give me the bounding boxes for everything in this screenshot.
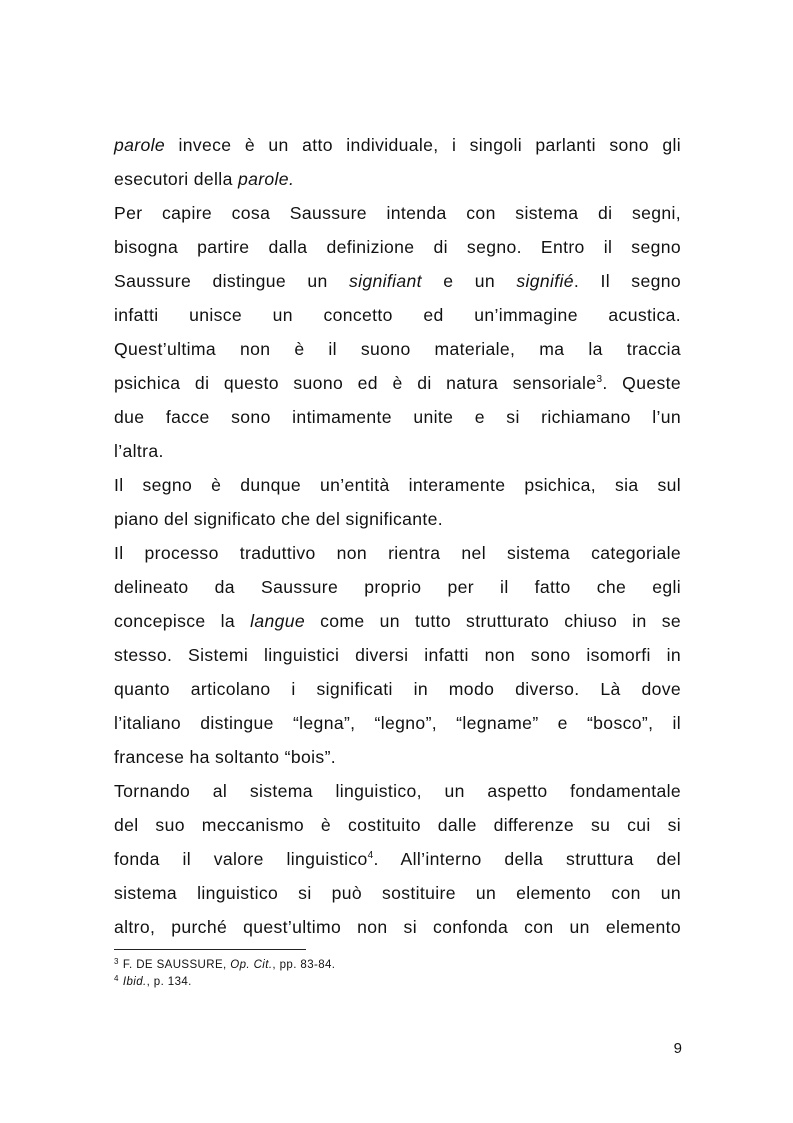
text-line xyxy=(114,604,681,638)
italic-term: Op. Cit. xyxy=(230,959,273,971)
text-line xyxy=(114,162,681,196)
text-line xyxy=(114,196,681,230)
text-run: . Queste xyxy=(602,373,681,393)
text-line xyxy=(114,230,681,264)
text-run: francese ha soltanto “bois”. xyxy=(114,747,337,767)
footnotes xyxy=(114,957,335,991)
text-run: , p. 134. xyxy=(146,976,192,988)
italic-term: langue xyxy=(250,611,306,631)
text-run: . Il segno xyxy=(573,271,681,291)
text-line xyxy=(114,842,681,876)
text-line xyxy=(114,706,681,740)
text-run: l’altra. xyxy=(114,441,164,461)
text-line xyxy=(114,434,681,468)
text-run: concepisce la xyxy=(114,611,251,631)
text-run: e un xyxy=(421,271,517,291)
text-line xyxy=(114,298,681,332)
text-line xyxy=(114,570,681,604)
text-run: piano del significato che del significante. xyxy=(114,509,444,529)
italic-term: Ibid. xyxy=(122,976,147,988)
text-run: Tornando al sistema linguistico, un aspetto fondamentale xyxy=(114,781,681,801)
text-run: quanto articolano i significati in modo diverso. Là dove xyxy=(114,679,681,699)
text-run: F. DE SAUSSURE, xyxy=(122,959,231,971)
text-line xyxy=(114,536,681,570)
italic-term: parole. xyxy=(237,169,295,189)
italic-term: parole xyxy=(114,135,166,155)
text-run: sistema linguistico si può sostituire un elemento con un xyxy=(114,883,681,903)
footnote-reference: 4 xyxy=(367,850,374,861)
text-line xyxy=(114,876,681,910)
text-line xyxy=(114,672,681,706)
text-line xyxy=(114,264,681,298)
text-run: psichica di questo suono ed è di natura sensoriale xyxy=(114,373,597,393)
italic-term: signifiant xyxy=(348,271,422,291)
body-text xyxy=(114,128,681,944)
text-run: fonda il valore linguistico xyxy=(114,849,368,869)
text-line xyxy=(114,400,681,434)
text-run: due facce sono intimamente unite e si richiamano l’un xyxy=(114,407,681,427)
text-run: esecutori della xyxy=(114,169,238,189)
text-line xyxy=(114,366,681,400)
text-run: Il processo traduttivo non rientra nel sistema categoriale xyxy=(114,543,681,563)
footnote-separator xyxy=(114,949,306,950)
footnote xyxy=(114,974,335,991)
text-line xyxy=(114,808,681,842)
text-run: Il segno è dunque un’entità interamente psichica, sia sul xyxy=(114,475,681,495)
text-line xyxy=(114,502,681,536)
text-line xyxy=(114,774,681,808)
text-run: del suo meccanismo è costituito dalle differenze su cui si xyxy=(114,815,681,835)
text-run: Saussure distingue un xyxy=(114,271,349,291)
text-run: Per capire cosa Saussure intenda con sistema di segni, xyxy=(114,203,681,223)
footnote-number: 4 xyxy=(114,974,119,983)
text-line xyxy=(114,910,681,944)
text-line xyxy=(114,332,681,366)
text-run: altro, purché quest’ultimo non si confonda con un elemento xyxy=(114,917,681,937)
footnote xyxy=(114,957,335,974)
text-run: , pp. 83-84. xyxy=(272,959,336,971)
text-line xyxy=(114,128,681,162)
text-run: stesso. Sistemi linguistici diversi infatti non sono isomorfi in xyxy=(114,645,681,665)
text-line xyxy=(114,740,681,774)
text-run: l’italiano distingue “legna”, “legno”, “legname” e “bosco”, il xyxy=(114,713,681,733)
text-run: invece è un atto individuale, i singoli parlanti sono gli xyxy=(165,135,681,155)
page-number: 9 xyxy=(673,1040,682,1057)
text-line xyxy=(114,468,681,502)
text-run: Quest’ultima non è il suono materiale, ma la traccia xyxy=(114,339,681,359)
footnote-reference: 3 xyxy=(596,374,603,385)
text-run: delineato da Saussure proprio per il fatto che egli xyxy=(114,577,681,597)
footnote-number: 3 xyxy=(114,957,119,966)
text-run: . All’interno della struttura del xyxy=(373,849,681,869)
text-run: bisogna partire dalla definizione di segno. Entro il segno xyxy=(114,237,681,257)
italic-term: signifié xyxy=(516,271,574,291)
text-run: infatti unisce un concetto ed un’immagine acustica. xyxy=(114,305,681,325)
text-line xyxy=(114,638,681,672)
text-run: come un tutto strutturato chiuso in se xyxy=(305,611,682,631)
